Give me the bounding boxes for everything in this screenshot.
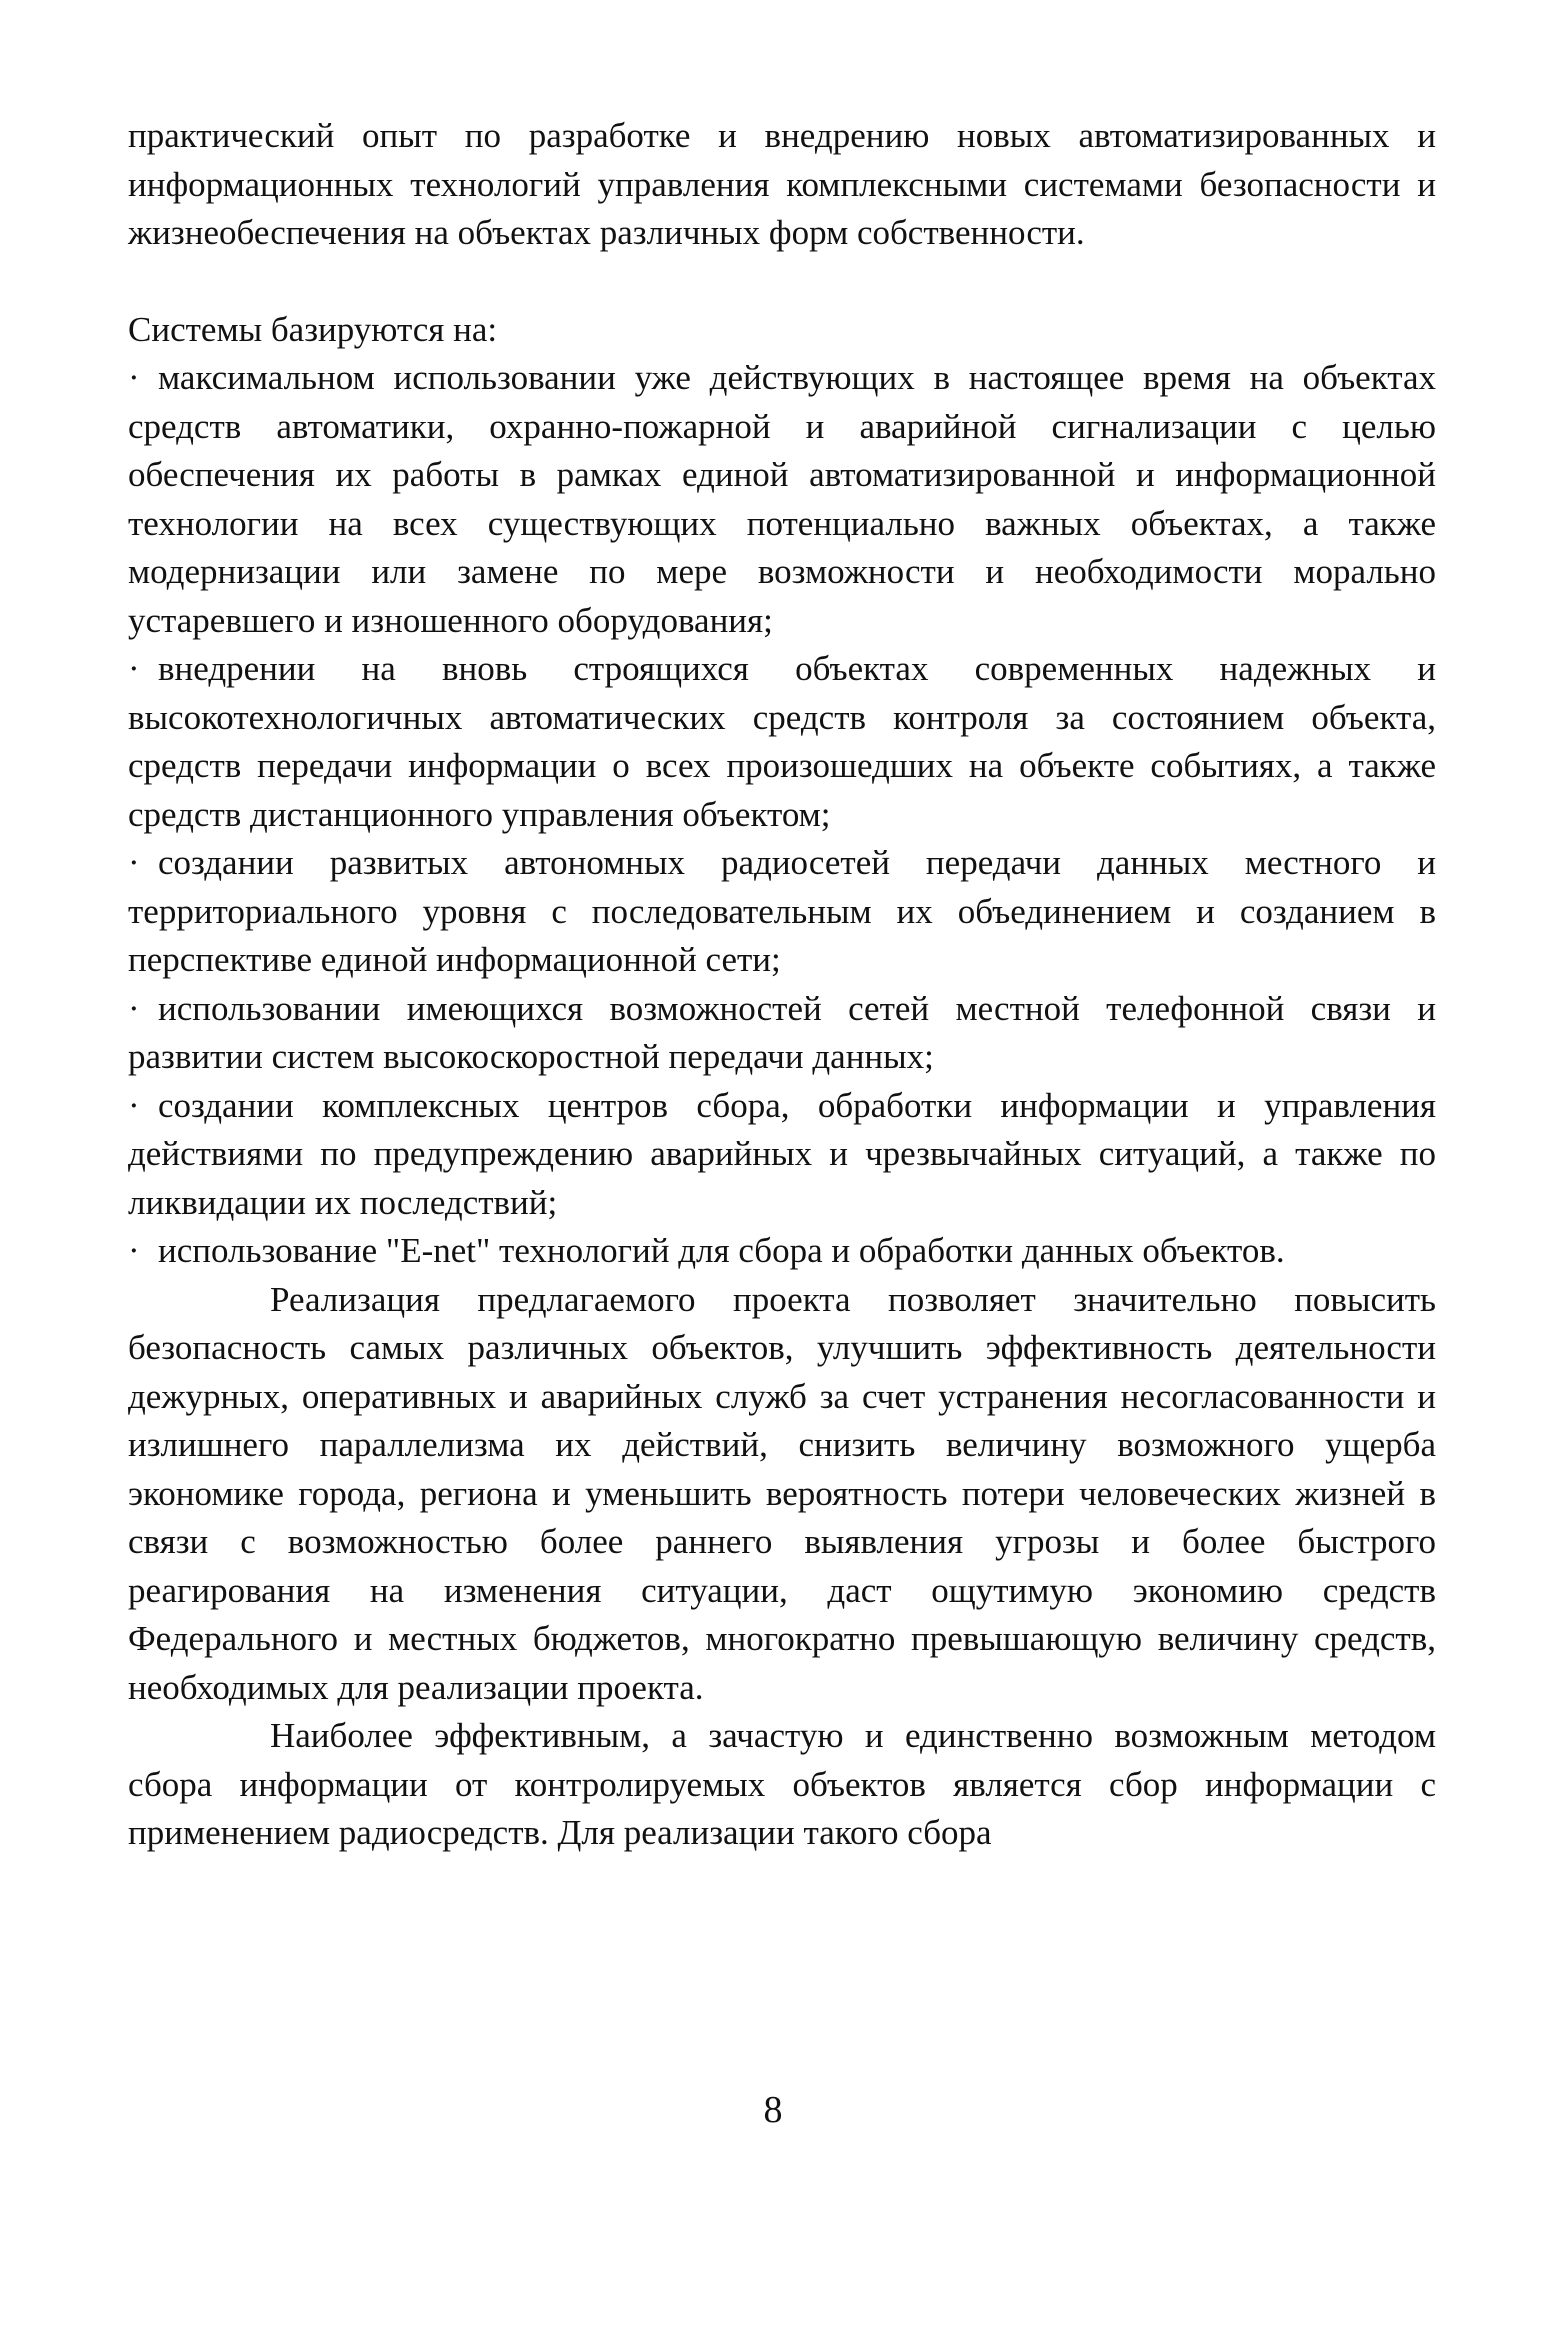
paragraph-intro: практический опыт по разработке и внедрению новых автоматизированных и информационных технологий управления комплексными системами безопасности и жизнеобеспечения на объектах различных форм собственности. [128, 116, 1436, 252]
bullet-item [128, 1082, 1436, 1228]
bullet-item [128, 645, 1436, 839]
bullet-item [128, 839, 1436, 985]
bullet-item [128, 1227, 1436, 1276]
paragraph-spacer [128, 258, 1436, 306]
bullet-marker: · [128, 1231, 140, 1270]
bullet-item [128, 985, 1436, 1082]
bullet-marker: · [128, 649, 140, 688]
bullet-marker: · [128, 988, 140, 1028]
bullet-item [128, 354, 1436, 645]
bullet-marker: · [128, 843, 140, 882]
bullet-text: создании развитых автономных радиосетей передачи данных местного и территориального уровня с последовательным их объединением и созданием в перспективе единой информационной сети; [128, 843, 1436, 979]
systems-heading: Системы базируются на: [128, 309, 498, 349]
bullet-marker: · [128, 1085, 140, 1125]
bullet-text: создании комплексных центров сбора, обработки информации и управления действиями по предупреждению аварийных и чрезвычайных ситуаций, а также по ликвидации их последствий; [128, 1085, 1436, 1222]
bullet-marker: · [128, 358, 140, 397]
paragraph-project-benefits: Реализация предлагаемого проекта позволяет значительно повысить безопасность самых различных объектов, улучшить эффективность деятельности дежурных, оперативных и аварийных служб за счет устранения несогласованности и излишнего параллелизма их действий, снизить величину возможного ущерба экономике города, региона и уменьшить вероятность потери человеческих жизней в связи с возможностью более раннего выявления угрозы и более быстрого реагирования на изменения ситуации, даст ощутимую экономию средств Федерального и местных бюджетов, многократно превышающую величину средств, необходимых для реализации проекта. [128, 1279, 1436, 1707]
bullet-text: использовании имеющихся возможностей сетей местной телефонной связи и развитии систем высокоскоростной передачи данных; [128, 988, 1436, 1076]
document-page [128, 112, 1436, 1858]
page-number: 8 [763, 2089, 783, 2131]
bullet-list [128, 354, 1436, 1276]
bullet-text: максимальном использовании уже действующих в настоящее время на объектах средств автоматики, охранно-пожарной и аварийной сигнализации с целью обеспечения их работы в рамках единой автоматизированной и информационной технологии на всех существующих потенциально важных объектах, а также модернизации или замене по мере возможности и необходимости морально устаревшего и изношенного оборудования; [128, 358, 1436, 640]
paragraph-radio-collection: Наиболее эффективным, а зачастую и единственно возможным методом сбора информации от контролируемых объектов является сбор информации с применением радиосредств. Для реализации такого сбора [128, 1716, 1436, 1852]
bullet-text: внедрении на вновь строящихся объектах современных надежных и высокотехнологичных автоматических средств контроля за состоянием объекта, средств передачи информации о всех произошедших на объекте событиях, а также средств дистанционного управления объектом; [128, 649, 1436, 834]
bullet-text: использование "E-net" технологий для сбора и обработки данных объектов. [158, 1231, 1285, 1270]
